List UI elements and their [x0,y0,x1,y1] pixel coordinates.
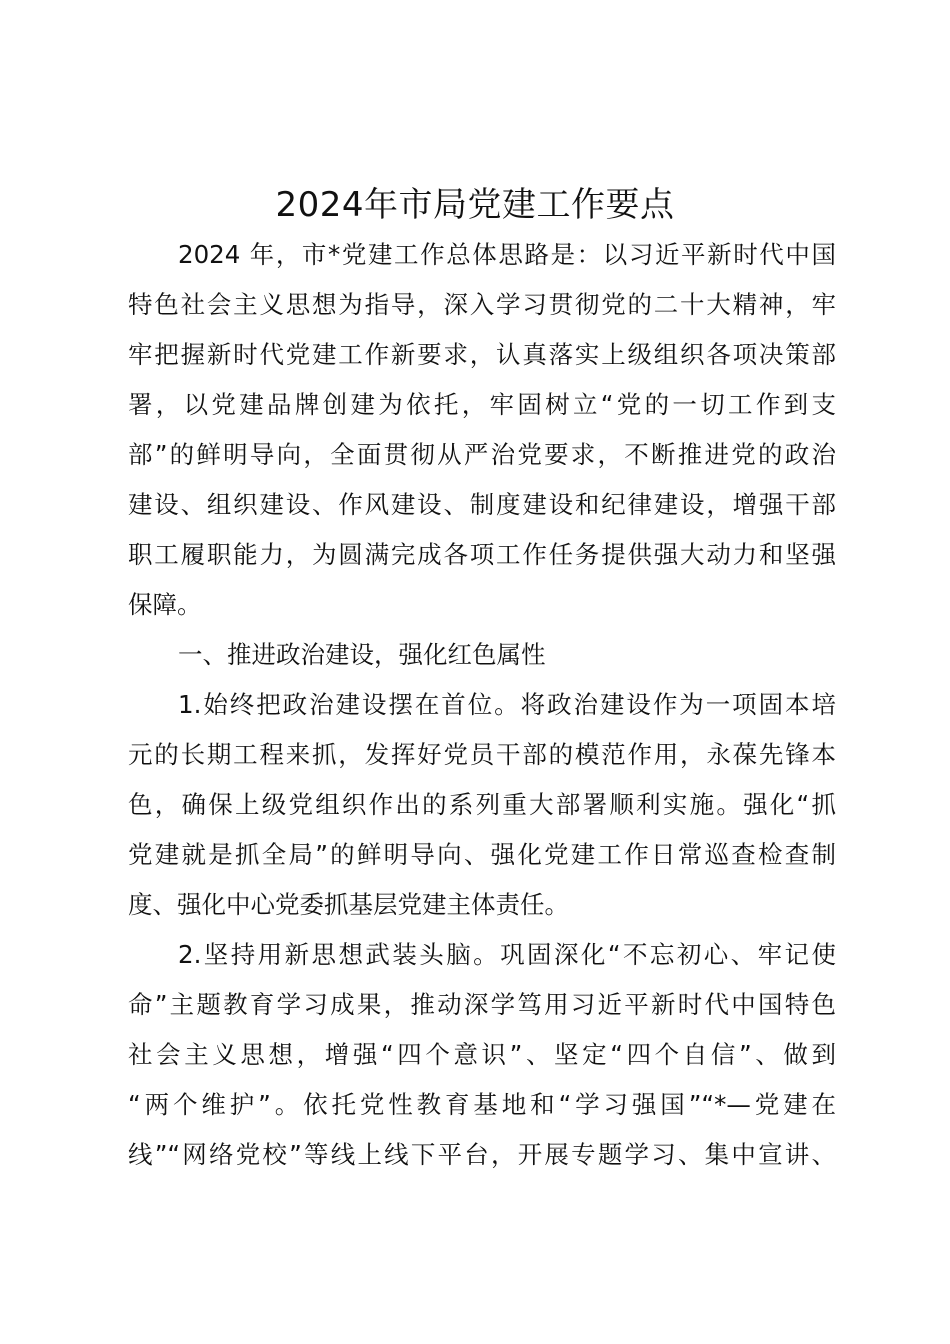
paragraph-line: 线”“网络党校”等线上线下平台，开展专题学习、集中宣讲、 [128,1140,836,1169]
paragraph-line: 命”主题教育学习成果，推动深学笃用习近平新时代中国特色 [128,990,836,1019]
paragraph-line: 特色社会主义思想为指导，深入学习贯彻党的二十大精神，牢 [128,290,836,319]
paragraph-line: 社会主义思想，增强“四个意识”、坚定“四个自信”、做到 [128,1040,836,1069]
section-heading: 一、推进政治建设，强化红色属性 [178,640,546,669]
document-title: 2024年市局党建工作要点 [275,185,675,225]
paragraph-line: 2.坚持用新思想武装头脑。巩固深化“不忘初心、牢记使 [178,940,836,969]
paragraph-line: 1.始终把政治建设摆在首位。将政治建设作为一项固本培 [178,690,836,719]
paragraph-line: 保障。 [128,590,202,619]
document-body [128,230,836,1180]
paragraph-line: 署，以党建品牌创建为依托，牢固树立“党的一切工作到支 [128,390,836,419]
paragraph-line: 色，确保上级党组织作出的系列重大部署顺利实施。强化“抓 [128,790,836,819]
paragraph-line: 元的长期工程来抓，发挥好党员干部的模范作用，永葆先锋本 [128,740,836,769]
paragraph-line: 度、强化中心党委抓基层党建主体责任。 [128,890,569,919]
paragraph-line: 职工履职能力，为圆满完成各项工作任务提供强大动力和坚强 [128,540,836,569]
paragraph-line: “两个维护”。依托党性教育基地和“学习强国”“*—党建在 [128,1090,836,1119]
paragraph-line: 2024 年，市*党建工作总体思路是：以习近平新时代中国 [178,240,836,269]
paragraph-line: 建设、组织建设、作风建设、制度建设和纪律建设，增强干部 [128,490,836,519]
paragraph-line: 部”的鲜明导向，全面贯彻从严治党要求，不断推进党的政治 [128,440,836,469]
paragraph-line: 党建就是抓全局”的鲜明导向、强化党建工作日常巡查检查制 [128,840,836,869]
paragraph-line: 牢把握新时代党建工作新要求，认真落实上级组织各项决策部 [128,340,836,369]
